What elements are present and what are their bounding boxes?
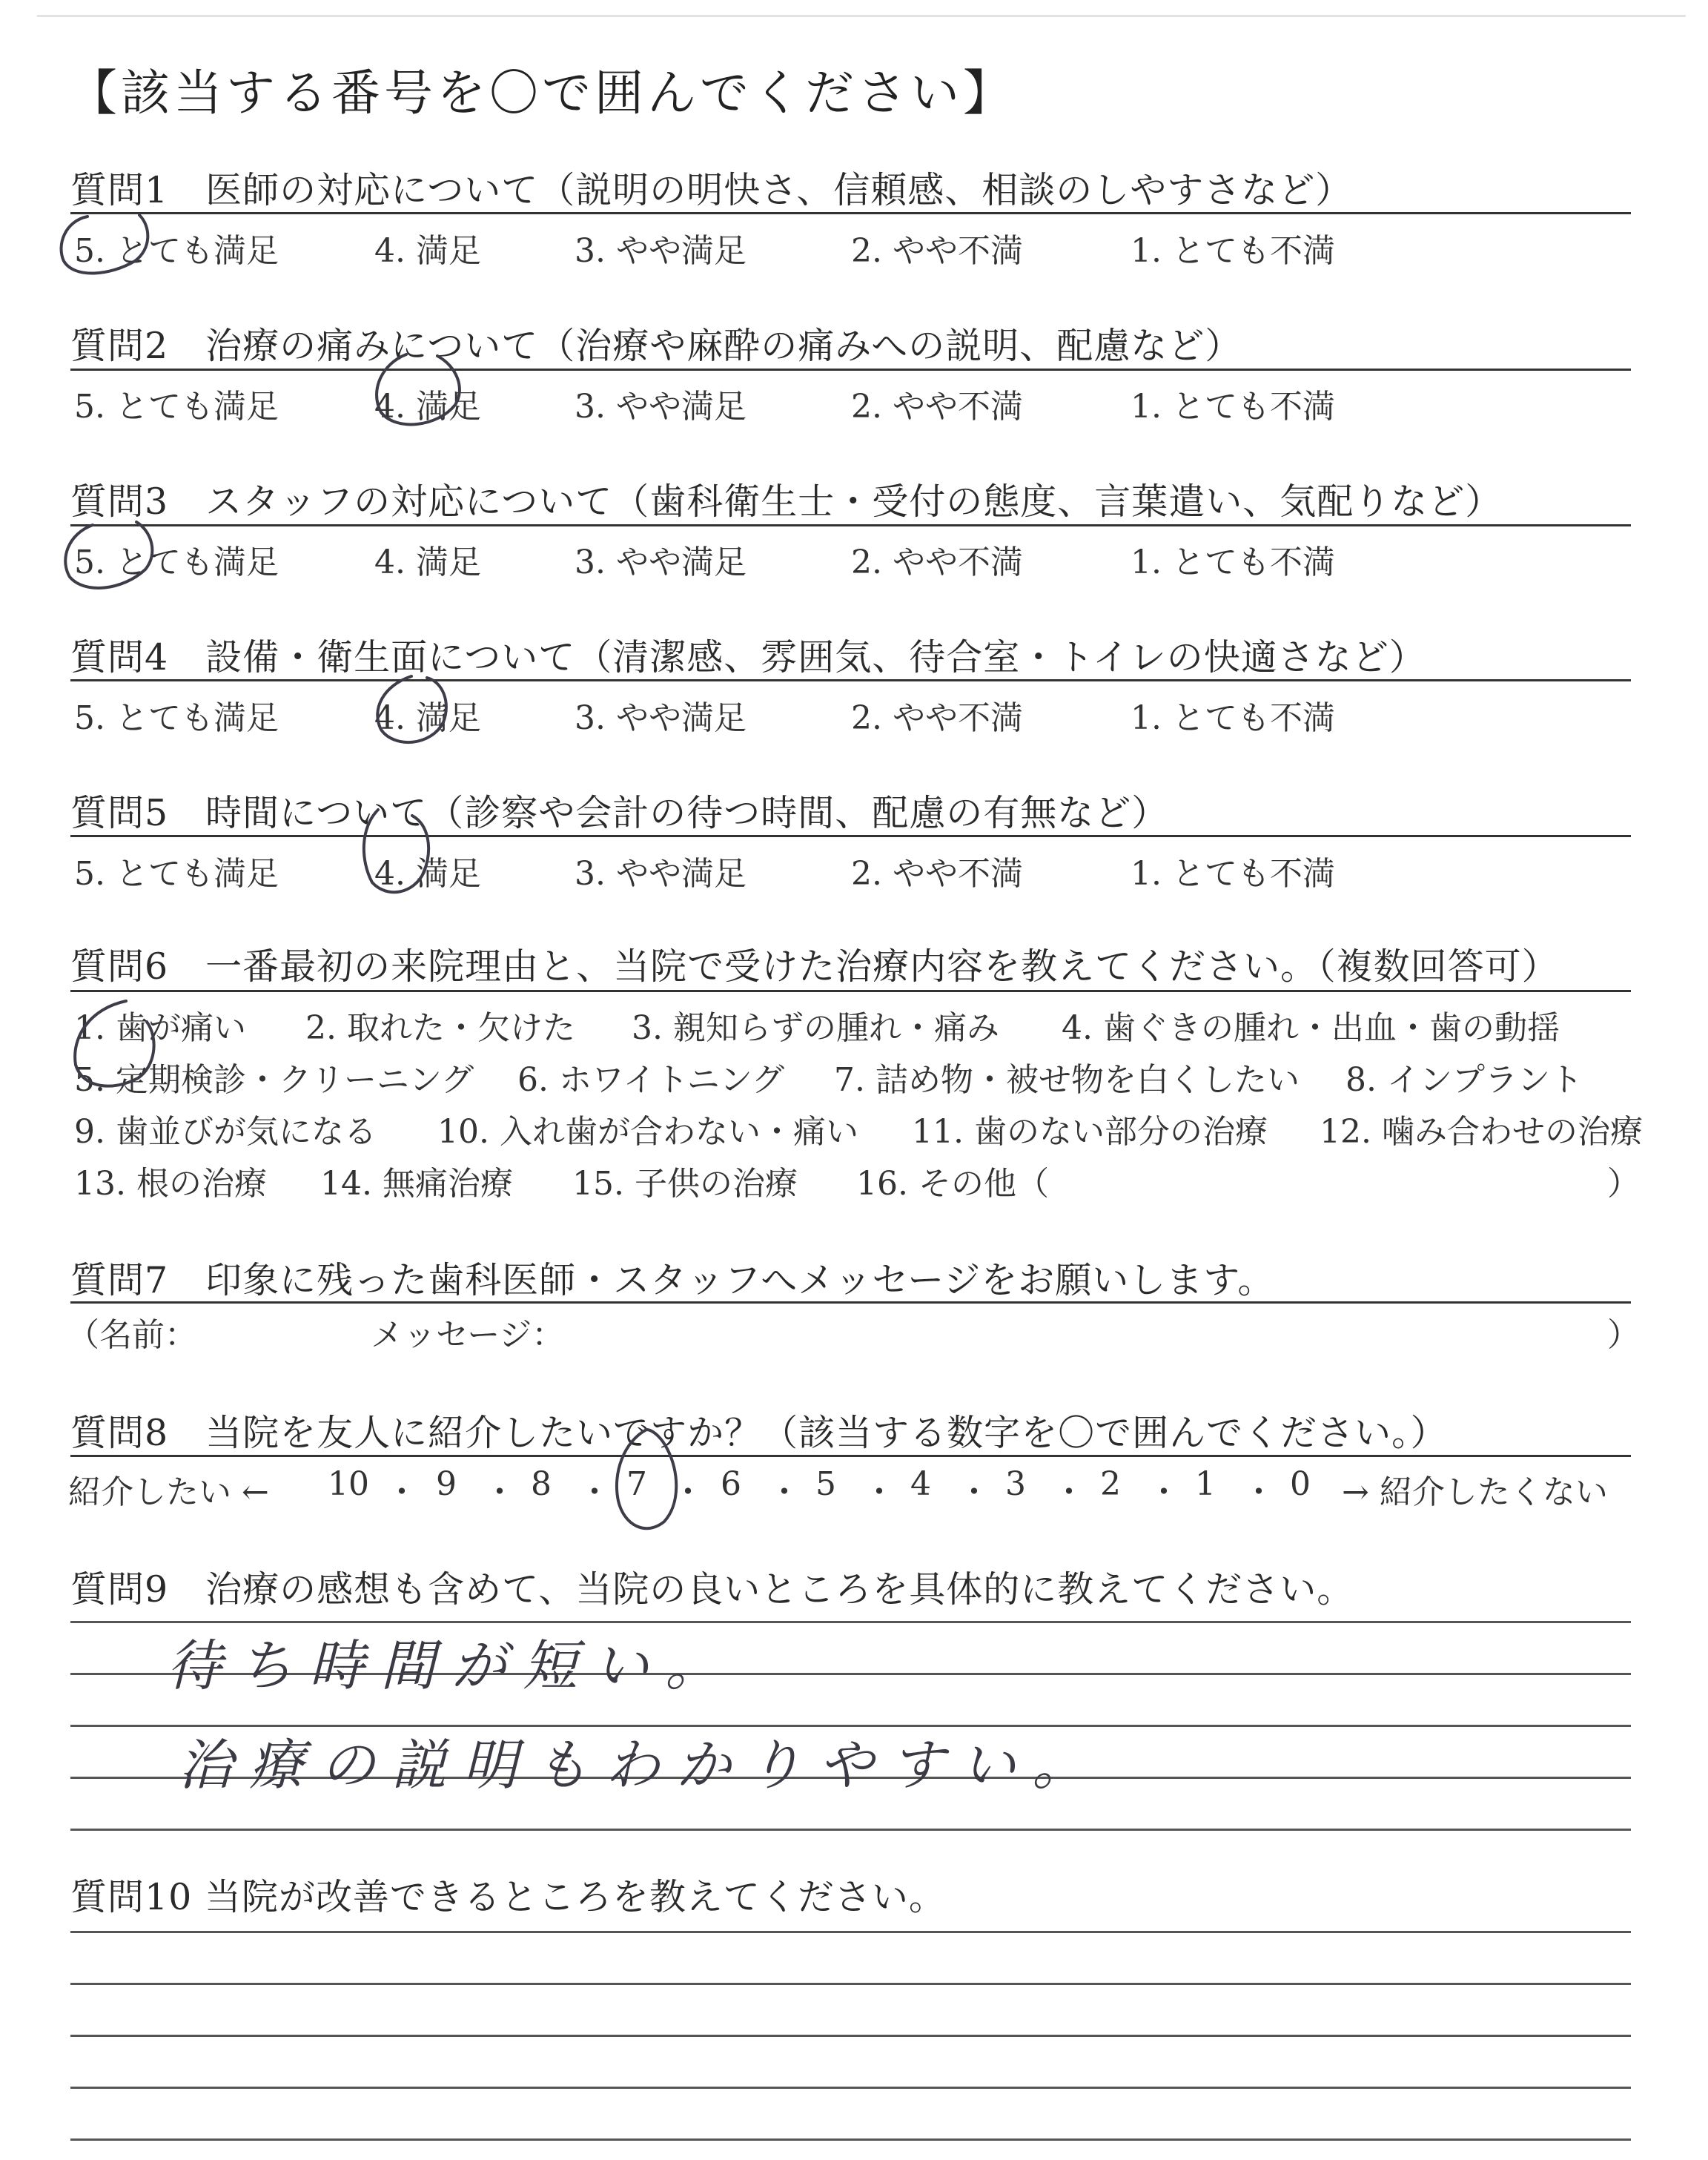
q6-option-2[interactable]: 2. 取れた・欠けた — [305, 1009, 575, 1047]
q2-option-4[interactable]: 4. 満足 — [374, 388, 481, 426]
q6-option-12[interactable]: 12. 噛み合わせの治療 — [1320, 1113, 1643, 1151]
q2-option-1[interactable]: 1. とても不満 — [1131, 388, 1335, 426]
q3-option-3[interactable]: 3. やや満足 — [575, 544, 747, 581]
q8-separator: ・ — [1053, 1473, 1085, 1511]
q10-answer-line — [70, 2035, 1631, 2037]
q8-rule — [70, 1455, 1631, 1457]
q2-title: 質問2 治療の痛みについて（治療や麻酔の痛みへの説明、配慮など） — [70, 325, 1242, 367]
q6-option-13[interactable]: 13. 根の治療 — [74, 1165, 267, 1203]
q6-option-7[interactable]: 7. 詰め物・被せ物を白くしたい — [834, 1061, 1300, 1099]
q4-option-5[interactable]: 5. とても満足 — [74, 699, 279, 737]
q8-separator: ・ — [958, 1473, 990, 1511]
q9-answer-line — [70, 1829, 1631, 1831]
q8-separator: ・ — [768, 1473, 801, 1511]
q4-option-3[interactable]: 3. やや満足 — [575, 699, 747, 737]
q7-name-label: （名前： — [67, 1316, 197, 1354]
q6-other-close-paren: ） — [1607, 1165, 1640, 1203]
q1-option-1[interactable]: 1. とても不満 — [1131, 232, 1335, 270]
q4-option-4[interactable]: 4. 満足 — [374, 699, 481, 737]
q8-separator: ・ — [672, 1473, 704, 1511]
q8-scale-0[interactable]: 0 — [1290, 1465, 1311, 1503]
q6-title: 質問6 一番最初の来院理由と、当院で受けた治療内容を教えてください。（複数回答可） — [70, 945, 1559, 988]
q8-separator: ・ — [863, 1473, 896, 1511]
q3-option-1[interactable]: 1. とても不満 — [1131, 544, 1335, 581]
q8-scale-3[interactable]: 3 — [1005, 1465, 1026, 1503]
q6-option-5[interactable]: 5. 定期検診・クリーニング — [74, 1061, 474, 1099]
q10-answer-line — [70, 1983, 1631, 1985]
q6-option-10[interactable]: 10. 入れ歯が合わない・痛い — [437, 1113, 858, 1151]
q8-scale-5[interactable]: 5 — [815, 1465, 836, 1503]
q6-option-4[interactable]: 4. 歯ぐきの腫れ・出血・歯の動揺 — [1062, 1009, 1560, 1047]
q1-rule — [70, 212, 1631, 214]
q5-option-5[interactable]: 5. とても満足 — [74, 855, 279, 893]
q3-option-2[interactable]: 2. やや不満 — [851, 544, 1023, 581]
q8-separator: ・ — [578, 1473, 611, 1511]
q8-separator: ・ — [1148, 1473, 1180, 1511]
q4-option-1[interactable]: 1. とても不満 — [1131, 699, 1335, 737]
q8-scale-9[interactable]: 9 — [436, 1465, 457, 1503]
q8-scale-7[interactable]: 7 — [626, 1465, 647, 1503]
q2-rule — [70, 369, 1631, 371]
q5-option-3[interactable]: 3. やや満足 — [575, 855, 747, 893]
q5-option-1[interactable]: 1. とても不満 — [1131, 855, 1335, 893]
q1-option-3[interactable]: 3. やや満足 — [575, 232, 747, 270]
q6-option-15[interactable]: 15. 子供の治療 — [572, 1165, 798, 1203]
page-top-edge — [37, 15, 1686, 17]
q3-rule — [70, 524, 1631, 526]
q1-title: 質問1 医師の対応について（説明の明快さ、信頼感、相談のしやすさなど） — [70, 169, 1353, 211]
q6-option-3[interactable]: 3. 親知らずの腫れ・痛み — [632, 1009, 999, 1047]
q6-option-14[interactable]: 14. 無痛治療 — [320, 1165, 513, 1203]
q5-option-4[interactable]: 4. 満足 — [374, 855, 481, 893]
q8-left-label: 紹介したい ← — [68, 1473, 269, 1511]
q8-separator: ・ — [385, 1473, 418, 1511]
q6-option-8[interactable]: 8. インプラント — [1345, 1061, 1583, 1099]
q6-option-6[interactable]: 6. ホワイトニング — [517, 1061, 785, 1099]
q3-option-5[interactable]: 5. とても満足 — [74, 544, 279, 581]
q8-right-label: → 紹介したくない — [1342, 1473, 1608, 1511]
q3-option-4[interactable]: 4. 満足 — [374, 544, 481, 581]
q6-rule — [70, 990, 1631, 992]
q6-option-1[interactable]: 1. 歯が痛い — [74, 1009, 246, 1047]
q8-scale-4[interactable]: 4 — [910, 1465, 931, 1503]
q1-option-5[interactable]: 5. とても満足 — [74, 232, 279, 270]
q4-rule — [70, 679, 1631, 681]
page-instruction-header: 【該当する番号を〇で囲んでください】 — [68, 65, 1016, 122]
q10-answer-line — [70, 2138, 1631, 2141]
q8-scale-1[interactable]: 1 — [1195, 1465, 1216, 1503]
q8-separator: ・ — [1242, 1473, 1275, 1511]
q8-scale-2[interactable]: 2 — [1100, 1465, 1121, 1503]
q10-answer-line — [70, 2087, 1631, 2089]
q2-option-3[interactable]: 3. やや満足 — [575, 388, 747, 426]
q5-option-2[interactable]: 2. やや不満 — [851, 855, 1023, 893]
q6-option-9[interactable]: 9. 歯並びが気になる — [74, 1113, 377, 1151]
q8-scale-8[interactable]: 8 — [531, 1465, 552, 1503]
q8-scale-6[interactable]: 6 — [721, 1465, 741, 1503]
q9-handwritten-answer-2: 治療の説明もわかりやすい。 — [178, 1734, 1103, 1797]
q10-answer-line — [70, 1931, 1631, 1933]
q9-handwritten-answer-1: 待ち時間が短い。 — [167, 1634, 736, 1698]
q9-title: 質問9 治療の感想も含めて、当院の良いところを具体的に教えてください。 — [70, 1568, 1354, 1611]
q7-close-paren: ） — [1607, 1316, 1640, 1354]
q7-rule — [70, 1301, 1631, 1304]
q1-option-4[interactable]: 4. 満足 — [374, 232, 481, 270]
q8-separator: ・ — [483, 1473, 516, 1511]
q1-option-2[interactable]: 2. やや不満 — [851, 232, 1023, 270]
q7-title: 質問7 印象に残った歯科医師・スタッフへメッセージをお願いします。 — [70, 1259, 1275, 1301]
q2-option-5[interactable]: 5. とても満足 — [74, 388, 279, 426]
q7-message-label: メッセージ： — [371, 1316, 565, 1354]
q4-title: 質問4 設備・衛生面について（清潔感、雰囲気、待合室・トイレの快適さなど） — [70, 636, 1426, 678]
q5-rule — [70, 835, 1631, 837]
q4-option-2[interactable]: 2. やや不満 — [851, 699, 1023, 737]
q6-option-11[interactable]: 11. 歯のない部分の治療 — [912, 1113, 1268, 1151]
q8-scale-10[interactable]: 10 — [328, 1465, 369, 1503]
q5-title: 質問5 時間について（診察や会計の待つ時間、配慮の有無など） — [70, 792, 1169, 834]
q3-title: 質問3 スタッフの対応について（歯科衛生士・受付の態度、言葉遣い、気配りなど） — [70, 480, 1503, 523]
q10-title: 質問10 当院が改善できるところを教えてください。 — [70, 1876, 946, 1918]
q6-option-16[interactable]: 16. その他（ — [856, 1165, 1049, 1203]
q8-title: 質問8 当院を友人に紹介したいですか？（該当する数字を〇で囲んでください。） — [70, 1412, 1448, 1454]
q2-option-2[interactable]: 2. やや不満 — [851, 388, 1023, 426]
